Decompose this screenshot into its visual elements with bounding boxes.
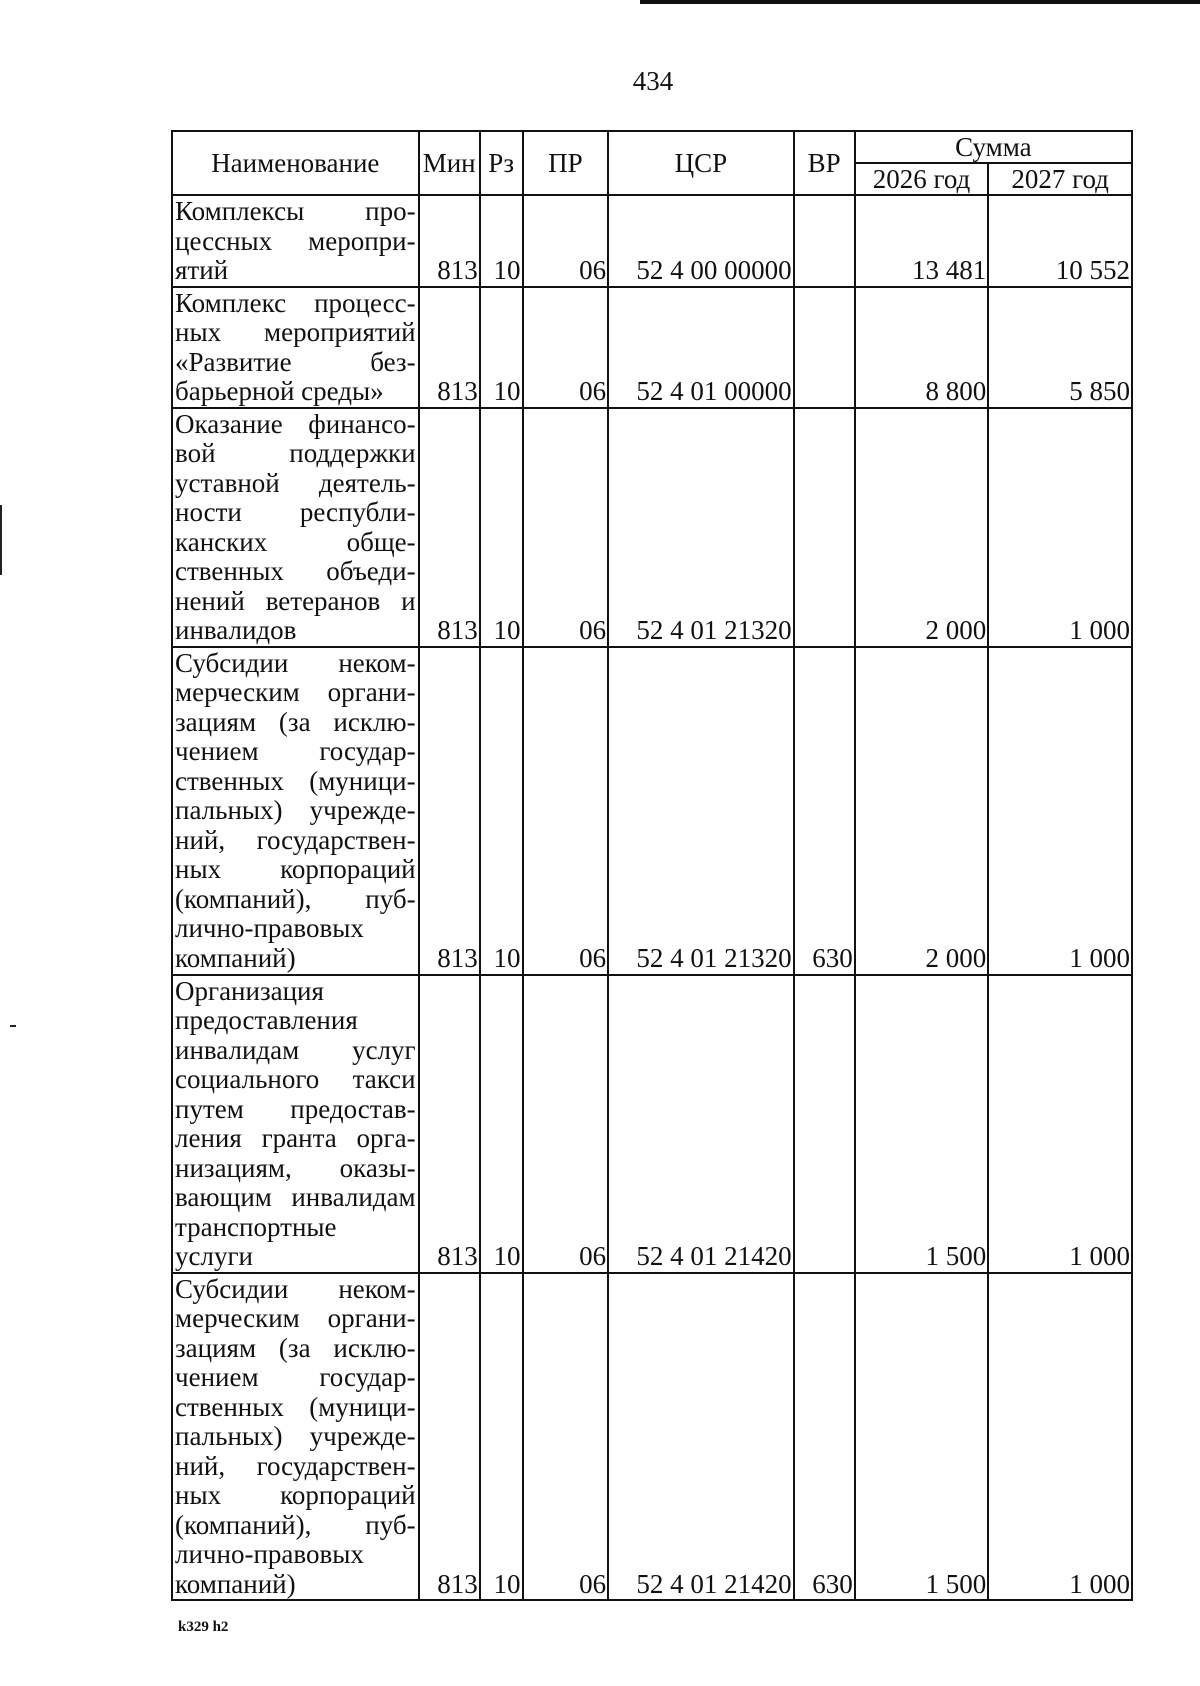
table-row — [172, 195, 1132, 287]
row-vr — [794, 287, 855, 408]
row-min: 813 — [419, 408, 480, 647]
row-sum-2026: 8 800 — [855, 287, 989, 408]
row-pr: 06 — [523, 408, 609, 647]
row-name: Субсидии некоммерческим организациям (за исключением государственных (муниципальных) учреждений, государственных корпораций (компаний), публично-правовых компаний) — [172, 647, 419, 975]
row-sum-2027: 1 000 — [988, 1273, 1132, 1601]
row-sum-2027: 5 850 — [988, 287, 1132, 408]
header-year-2027: 2027 год — [988, 163, 1132, 195]
row-rz: 10 — [480, 195, 523, 287]
row-pr: 06 — [523, 195, 609, 287]
table-row — [172, 975, 1132, 1273]
row-sum-2026: 1 500 — [855, 975, 989, 1273]
row-rz: 10 — [480, 408, 523, 647]
row-name: Субсидии некоммерческим организациям (за исключением государственных (муниципальных) учреждений, государственных корпораций (компаний), публично-правовых компаний) — [172, 1273, 419, 1601]
row-sum-2026: 13 481 — [855, 195, 989, 287]
row-csr: 52 4 01 21420 — [608, 975, 793, 1273]
row-sum-2026: 2 000 — [855, 408, 989, 647]
row-csr: 52 4 00 00000 — [608, 195, 793, 287]
header-pr: ПР — [523, 131, 609, 195]
row-min: 813 — [419, 647, 480, 975]
scan-edge-mark — [0, 505, 2, 575]
table-row — [172, 408, 1132, 647]
row-sum-2027: 10 552 — [988, 195, 1132, 287]
row-vr — [794, 408, 855, 647]
page-number: 434 — [632, 66, 674, 96]
header-rz: Рз — [480, 131, 523, 195]
row-name: Организация предоставления инвалидам услуг социального такси путем предоставления гранта организациям, оказывающим инвалидам транспортные услуги — [172, 975, 419, 1273]
footer-code: k329 h2 — [178, 1619, 229, 1635]
row-csr: 52 4 01 21420 — [608, 1273, 793, 1601]
row-vr — [794, 975, 855, 1273]
row-vr — [794, 195, 855, 287]
row-csr: 52 4 01 00000 — [608, 287, 793, 408]
row-pr: 06 — [523, 1273, 609, 1601]
scan-top-edge — [640, 0, 1200, 4]
row-csr: 52 4 01 21320 — [608, 647, 793, 975]
row-min: 813 — [419, 1273, 480, 1601]
row-name: Оказание финансовой поддержки уставной деятельности республиканских общественных объединений ветеранов и инвалидов — [172, 408, 419, 647]
row-name: Комплексы процессных мероприятий — [172, 195, 419, 287]
row-sum-2027: 1 000 — [988, 647, 1132, 975]
row-rz: 10 — [480, 287, 523, 408]
header-vr: ВР — [794, 131, 855, 195]
row-sum-2026: 2 000 — [855, 647, 989, 975]
row-pr: 06 — [523, 287, 609, 408]
header-min: Мин — [419, 131, 480, 195]
table-row — [172, 287, 1132, 408]
row-sum-2027: 1 000 — [988, 975, 1132, 1273]
table-row — [172, 1273, 1132, 1601]
row-pr: 06 — [523, 647, 609, 975]
row-rz: 10 — [480, 1273, 523, 1601]
row-sum-2027: 1 000 — [988, 408, 1132, 647]
row-rz: 10 — [480, 647, 523, 975]
row-sum-2026: 1 500 — [855, 1273, 989, 1601]
row-min: 813 — [419, 287, 480, 408]
row-vr: 630 — [794, 647, 855, 975]
row-name: Комплекс процессных мероприятий «Развитие безбарьерной среды» — [172, 287, 419, 408]
row-min: 813 — [419, 975, 480, 1273]
scan-speck — [10, 1025, 16, 1027]
row-rz: 10 — [480, 975, 523, 1273]
row-pr: 06 — [523, 975, 609, 1273]
row-min: 813 — [419, 195, 480, 287]
header-year-2026: 2026 год — [855, 163, 989, 195]
row-csr: 52 4 01 21320 — [608, 408, 793, 647]
header-csr: ЦСР — [608, 131, 793, 195]
header-sum: Сумма — [855, 131, 1132, 163]
row-vr: 630 — [794, 1273, 855, 1601]
table-row — [172, 647, 1132, 975]
header-name: Наименование — [172, 131, 419, 195]
budget-table — [171, 130, 1133, 1601]
